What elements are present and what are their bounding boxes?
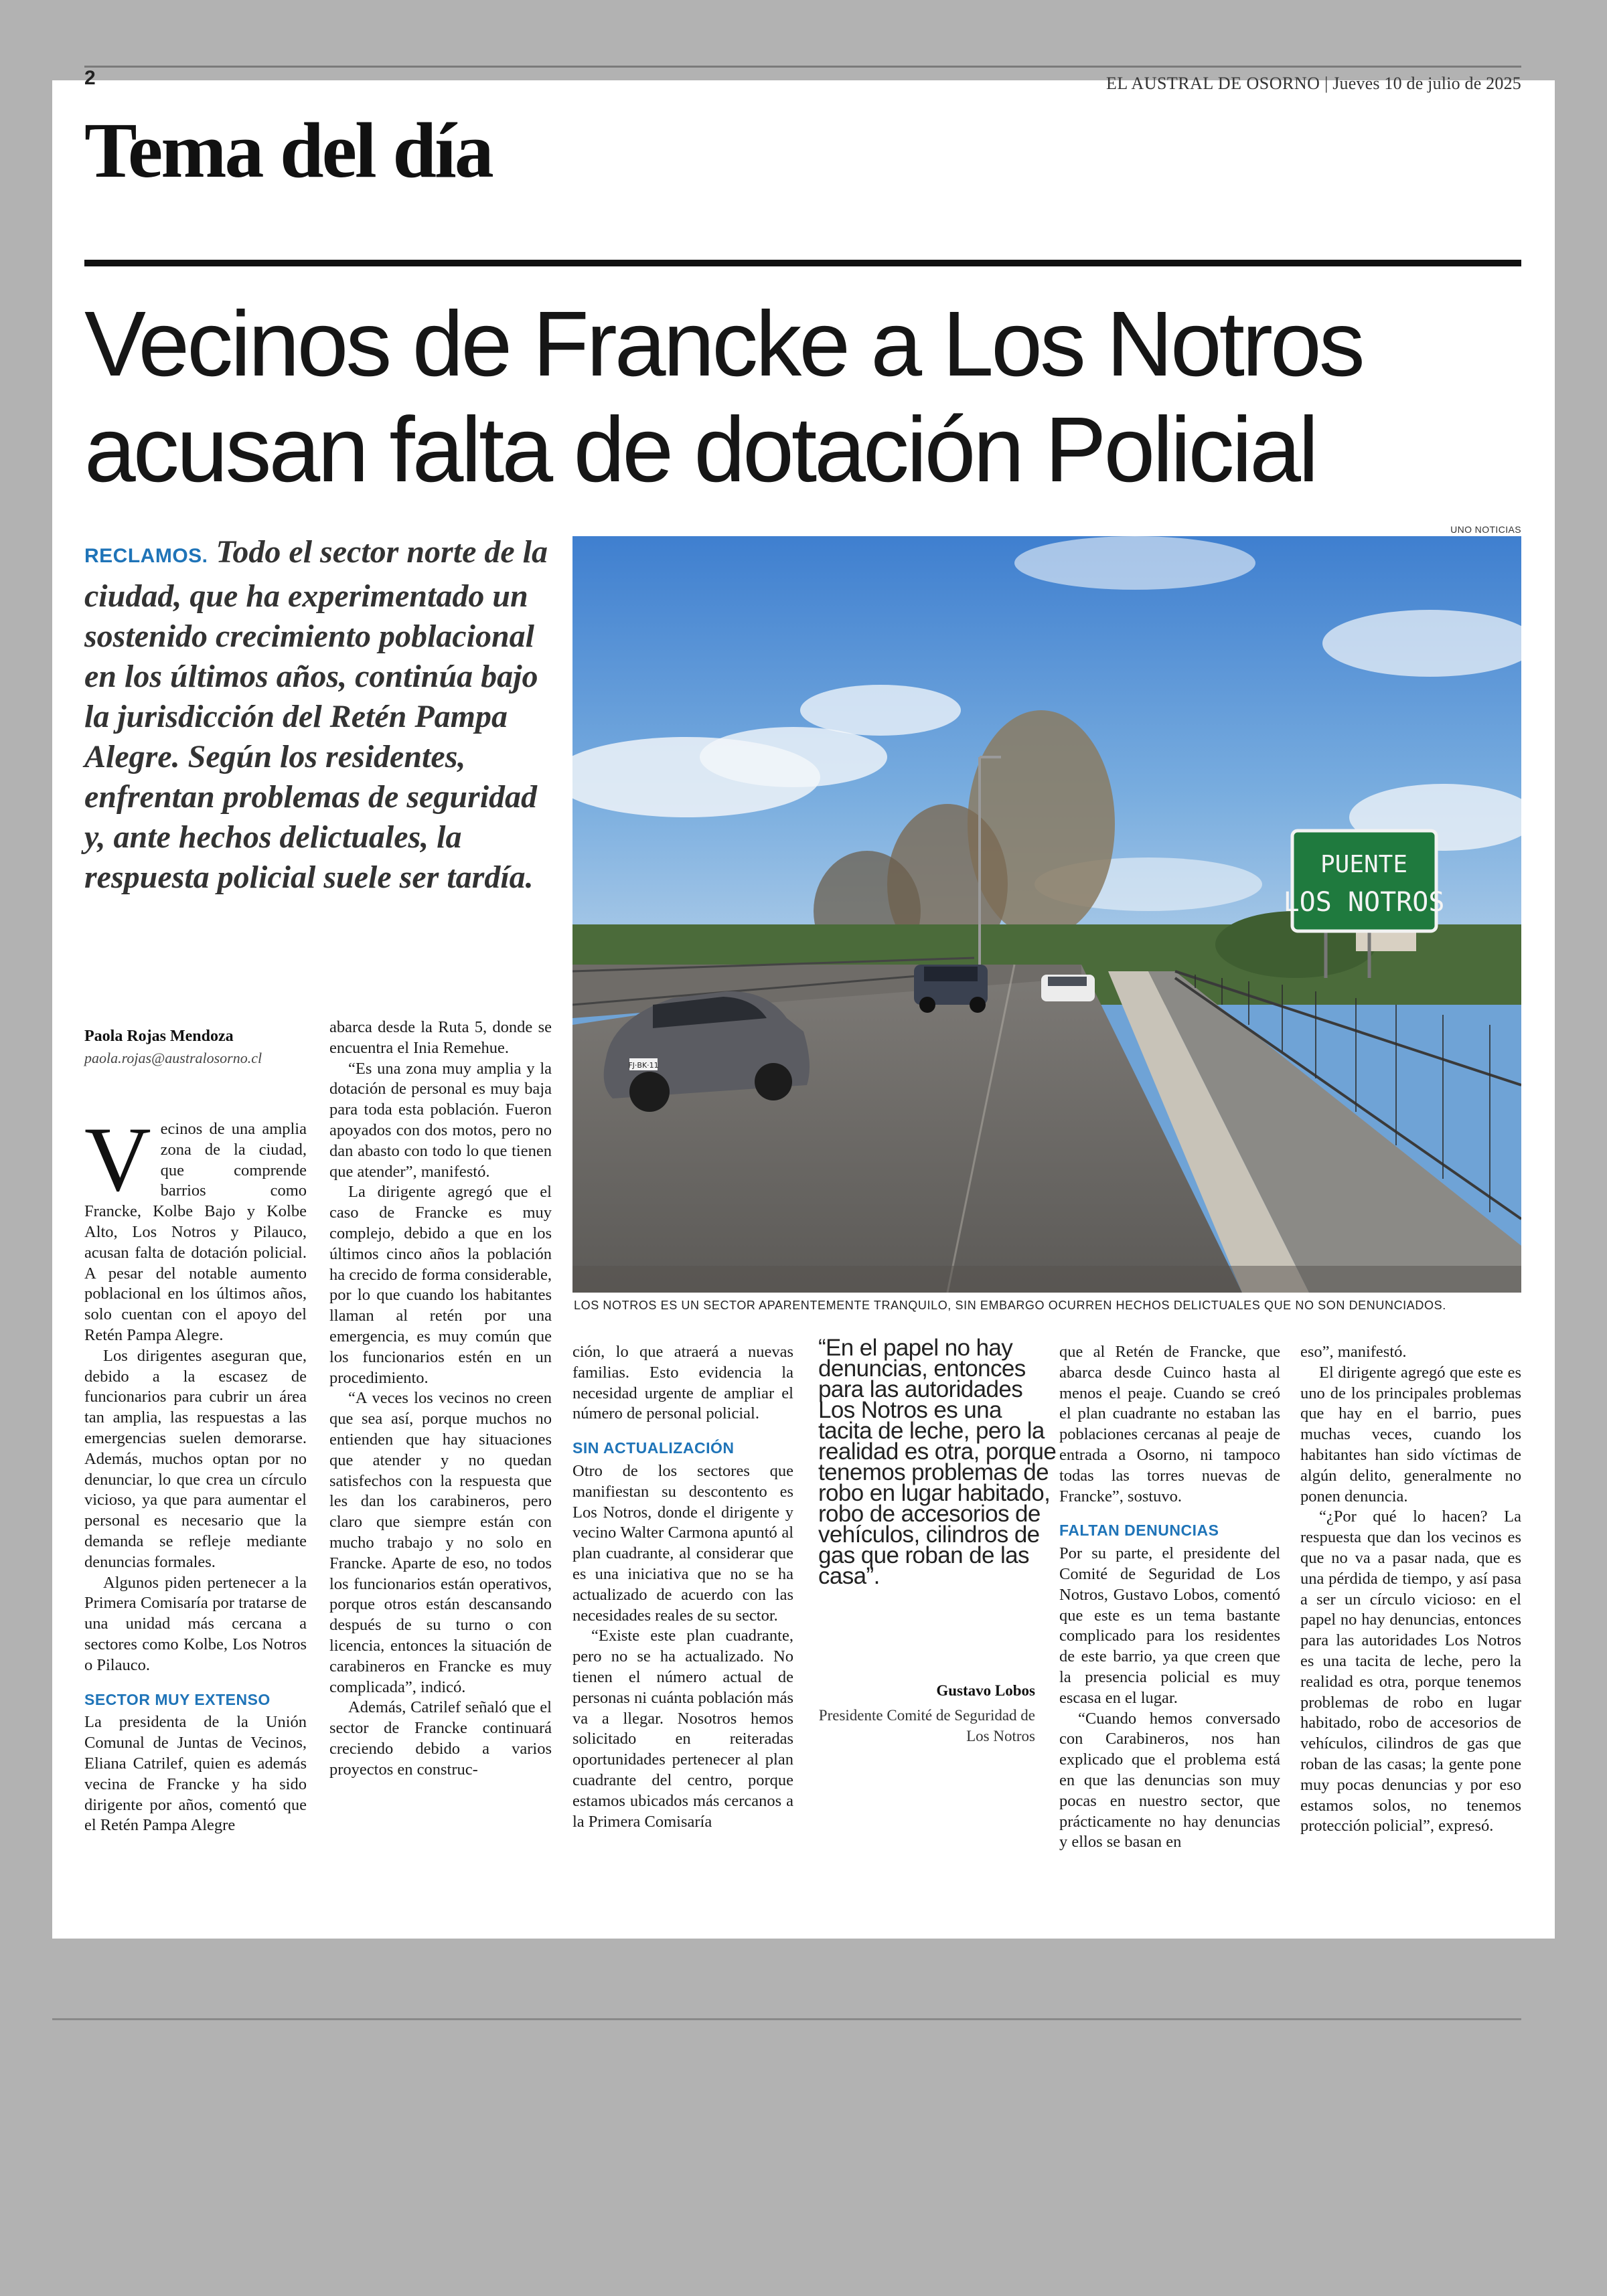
paragraph: “A veces los vecinos no creen que sea así, porque muchos no entienden que hay situaciones que atender y no quedan satisfechos con la respuesta que les dan los carabineros, pero claro que siempre están con mucho trabajo y no solo en Francke. Aparte de eso, no todos los funcionarios están operativos, porque otros están descansando después de su turno o con licencia, entonces la situación de carabineros en Francke es muy complicada”, indicó.: [329, 1389, 552, 1696]
byline: [84, 1028, 305, 1067]
license-plate: FJ·BK·11: [628, 1061, 659, 1070]
car-white: [1041, 975, 1095, 1001]
pull-quote: “En el papel no hay denuncias, entonces para las autoridades Los Notros es una tacita de leche, pero la realidad es otra, porque tenemos problemas de robo en lugar habitado, robo de accesorios de vehículos, cilindros de gas que roban de las casa”.: [818, 1335, 1057, 1589]
page-number: 2: [84, 67, 96, 89]
paragraph: Otro de los sectores que manifiestan su descontento es Los Notros, donde el dirigente y vecino Walter Carmona apuntó al plan cuadrante, al considerar que es una iniciativa que no se ha actualizado de acuerdo con las necesidades reales de su sector.: [572, 1461, 793, 1625]
top-rule: [84, 66, 1521, 68]
sign-line-1: PUENTE: [1320, 851, 1408, 878]
subhead-faltan-denuncias: FALTAN DENUNCIAS: [1059, 1522, 1219, 1540]
paragraph: abarca desde la Ruta 5, donde se encuentra el Inia Remehue.: [329, 1018, 552, 1057]
photo-caption: LOS NOTROS ES UN SECTOR APARENTEMENTE TRANQUILO, SIN EMBARGO OCURREN HECHOS DELICTUALES QUE NO SON DENUNCIADOS.: [574, 1299, 1446, 1312]
lede: [84, 532, 553, 898]
paragraph: “Es una zona muy amplia y la dotación de personal es muy baja para toda esta población. Fueron apoyados con dos motos, pero no dan abasto con todo lo que tienen que atender”, manifestó.: [329, 1059, 552, 1181]
paragraph: Algunos piden pertenecer a la Primera Comisaría por tratarse de una unidad más cercana a sectores como Kolbe, Los Notros o Pilauco.: [84, 1573, 307, 1674]
author-email[interactable]: paola.rojas@australosorno.cl: [84, 1050, 262, 1066]
running-header: [1106, 74, 1521, 94]
headline-line-1: Vecinos de Francke a Los Notros: [84, 293, 1363, 396]
pull-quote-name: Gustavo Lobos: [936, 1682, 1035, 1699]
paragraph: “¿Por qué lo hacen? La respuesta que dan los vecinos es que no va a pasar nada, que es una pérdida de tiempo, y así pasa a ser un círculo vicioso: en el papel no hay denuncias, entonces para las autoridades Los Notros es una tacita de leche, pero la realidad es otra, porque tenemos problemas de robo en lugar habitado, robo de accesorios de vehículos, cilindros de gas que roban de las casas; la gente pone muy pocas denuncias y por eso estamos solos, no tenemos protección policial”, expresó.: [1300, 1507, 1521, 1835]
paragraph: La presidenta de la Unión Comunal de Juntas de Vecinos, Eliana Catrilef, quien es además vecina de Francke y ha sido dirigente por años, comentó que el Retén Pampa Alegre: [84, 1713, 307, 1835]
drop-cap: V: [84, 1108, 151, 1210]
column-3: [572, 1342, 793, 1832]
paragraph: Los dirigentes aseguran que, debido a la escasez de funcionarios para cubrir un área tan amplia, las respuestas a las emergencias suelen demorarse. Además, muchos optan por no denunciar, lo que crea un círculo vicioso, ya que para aumentar el personal es necesario que la demanda se refleje mediante denuncias formales.: [84, 1346, 307, 1571]
publication-name: EL AUSTRAL DE OSORNO: [1106, 74, 1320, 93]
column-6: [1300, 1342, 1521, 1837]
pull-quote-role: Presidente Comité de Seguridad de Los Notros: [818, 1707, 1035, 1744]
paragraph: “Existe este plan cuadrante, pero no se ha actualizado. No tienen el número actual de personas ni cuánta población más va a llegar. Nosotros hemos solicitado en reiteradas oportunidades pertenecer al plan cuadrante del centro, porque estamos ubicados más cercanos a la Primera Comisaría: [572, 1627, 793, 1831]
lede-text: Todo el sector norte de la ciudad, que ha experimentado un sostenido crecimiento poblacional en los últimos años, continúa bajo la jurisdicción del Retén Pampa Alegre. Según los residentes, enfrentan problemas de seguridad y, ante hechos delictuales, la respuesta policial suele ser tardía.: [84, 534, 548, 895]
paragraph: ción, lo que atraerá a nuevas familias. Esto evidencia la necesidad urgente de ampliar el número de personal policial.: [572, 1343, 793, 1423]
publication-date: Jueves 10 de julio de 2025: [1332, 74, 1521, 93]
lede-kicker: RECLAMOS.: [84, 545, 208, 567]
header-separator: |: [1324, 74, 1333, 93]
pull-quote-attribution: [810, 1680, 1035, 1746]
paragraph: “Cuando hemos conversado con Carabineros, nos han explicado que el problema está en que las denuncias son muy pocas en nuestro sector, que prácticamente no hay denuncias y ellos se basan en: [1059, 1709, 1280, 1852]
column-1: [84, 1108, 307, 1836]
bottom-rule: [52, 2018, 1521, 2020]
headline: [84, 291, 1531, 503]
paragraph: que al Retén de Francke, que abarca desde Cuinco hasta al menos el peaje. Cuando se creó el plan cuadrante no estaban las poblaciones cercanas al peaje de entrada a Osorno, ni tampoco todas las torres nuevas de Francke”, sostuvo.: [1059, 1343, 1280, 1505]
paragraph-text: ecinos de una amplia zona de la ciudad, que comprende barrios como Francke, Kolbe Bajo y Kolbe Alto, Los Notros y Pilauco, acusan falta de dotación policial. A pesar del notable aumento poblacional en los últimos años, solo cuentan con el apoyo del Retén Pampa Alegre.: [84, 1120, 307, 1344]
author-name: Paola Rojas Mendoza: [84, 1028, 234, 1045]
headline-line-2: acusan falta de dotación Policial: [84, 398, 1316, 501]
section-title: Tema del día: [84, 106, 492, 194]
subhead-sin-actualizacion: SIN ACTUALIZACIÓN: [572, 1439, 735, 1457]
paragraph: Por su parte, el presidente del Comité de Seguridad de Los Notros, Gustavo Lobos, comentó que este es un tema bastante complicado para los residentes de este barrio, ya que creen que la presencia policial es muy escasa en el lugar.: [1059, 1544, 1280, 1707]
paragraph: Además, Catrilef señaló que el sector de Francke continuará creciendo debido a varios proyectos en construc-: [329, 1698, 552, 1779]
subhead-sector-muy-extenso: SECTOR MUY EXTENSO: [84, 1690, 271, 1708]
sign-line-2: LOS NOTROS: [1283, 887, 1445, 918]
photo-credit: UNO NOTICIAS: [1450, 524, 1521, 535]
paragraph: [84, 1108, 307, 1346]
column-2: [329, 1017, 552, 1780]
road-bridge-image: [572, 536, 1521, 1293]
column-5: [1059, 1342, 1280, 1853]
paragraph: eso”, manifestó.: [1300, 1343, 1407, 1361]
paragraph: La dirigente agregó que el caso de Francke es muy complejo, debido a que en los últimos cinco años la población ha crecido de forma considerable, por lo que cuando los habitantes llaman al retén por una emergencia, es muy común que los funcionarios estén en un procedimiento.: [329, 1183, 552, 1387]
article-photo: [572, 536, 1521, 1293]
section-rule: [84, 260, 1521, 266]
paragraph: El dirigente agregó que este es uno de los principales problemas que hay en el barrio, pues muchas veces, cuando los habitantes han sido víctimas de algún delito, generalmente no ponen denuncia.: [1300, 1363, 1521, 1505]
